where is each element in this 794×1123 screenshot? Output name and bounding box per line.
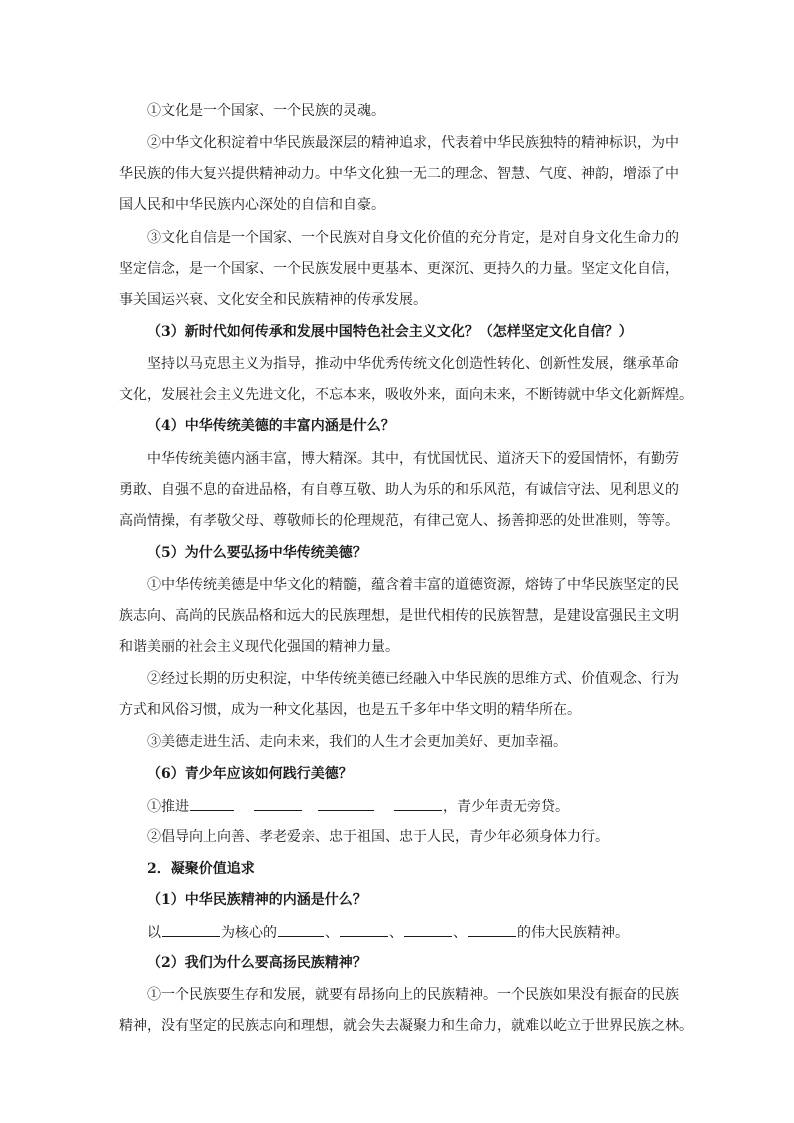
paragraph-line: 中华传统美德内涵丰富，博大精深。其中，有忧国忧民、道济天下的爱国情怀，有勤劳 [147,451,679,467]
answer-blank[interactable] [190,796,234,811]
separator: 、 [453,925,467,941]
section-heading-2: 2．凝聚价值追求 [147,861,255,877]
paragraph-line: ①一个民族要生存和发展，就要有昂扬向上的民族精神。一个民族如果没有振奋的民族 [147,987,679,1003]
fill-in-text: 为核心的 [221,925,277,941]
paragraph-line: 事关国运兴衰、文化安全和民族精神的传承发展。 [119,292,427,308]
paragraph-line: ①中华传统美德是中华文化的精髓，蕴含着丰富的道德资源，熔铸了中华民族坚定的民 [147,577,679,593]
answer-blank[interactable] [162,922,220,937]
fill-in-prefix: ①推进 [147,799,189,815]
answer-blank[interactable] [340,922,388,937]
paragraph-line: 坚持以马克思主义为指导，推动中华优秀传统文化创造性转化、创新性发展，继承革命 [147,356,679,372]
question-heading-3: （3）新时代如何传承和发展中国特色社会主义文化？（怎样坚定文化自信？） [147,324,633,340]
separator: 、 [389,925,403,941]
paragraph-line: 国人民和中华民族内心深处的自信和自豪。 [119,197,385,213]
paragraph-line: 高尚情操，有孝敬父母、尊敬师长的伦理规范，有律己宽人、扬善抑恶的处世准则，等等。 [119,513,679,529]
paragraph-line: 和谐美丽的社会主义现代化强国的精神力量。 [119,639,399,655]
paragraph-line: ②倡导向上向善、孝老爱亲、忠于祖国、忠于人民，青少年必须身体力行。 [147,829,609,845]
fill-in-prefix: 以 [147,925,161,941]
paragraph-line: 精神，没有坚定的民族志向和理想，就会失去凝聚力和生命力，就难以屹立于世界民族之林。 [119,1018,693,1034]
paragraph-line: 坚定信念，是一个国家、一个民族发展中更基本、更深沉、更持久的力量。坚定文化自信， [119,261,679,277]
question-heading-8: （2）我们为什么要高扬民族精神？ [147,955,367,971]
answer-blank[interactable] [254,796,302,811]
paragraph-line: 方式和风俗习惯，成为一种文化基因，也是五千多年中华文明的精华所在。 [119,702,581,718]
paragraph-line: 勇敢、自强不息的奋进品格，有自尊互敬、助人为乐的和乐风范，有诚信守法、见利思义的 [119,482,679,498]
answer-blank[interactable] [468,922,516,937]
fill-in-line [147,922,629,943]
separator: 、 [325,925,339,941]
answer-blank[interactable] [278,922,324,937]
fill-in-suffix: ，青少年责无旁贷。 [443,799,569,815]
fill-in-suffix: 的伟大民族精神。 [517,925,629,941]
fill-in-line [147,796,569,817]
paragraph-line: 文化，发展社会主义先进文化，不忘本来，吸收外来，面向未来，不断铸就中华文化新辉煌。 [119,387,693,403]
question-heading-4: （4）中华传统美德的丰富内涵是什么？ [147,418,395,434]
paragraph-line: 族志向、高尚的民族品格和远大的民族理想，是世代相传的民族智慧，是建设富强民主文明 [119,608,679,624]
question-heading-5: （5）为什么要弘扬中华传统美德？ [147,545,367,561]
paragraph-line: ③美德走进生活、走向未来，我们的人生才会更加美好、更加幸福。 [147,734,567,750]
question-heading-7: （1）中华民族精神的内涵是什么？ [147,892,367,908]
paragraph-line: 华民族的伟大复兴提供精神动力。中华文化独一无二的理念、智慧、气度、神韵，增添了中 [119,166,679,182]
paragraph-culture-soul: ①文化是一个国家、一个民族的灵魂。 [147,103,385,119]
answer-blank[interactable] [404,922,452,937]
answer-blank[interactable] [394,796,442,811]
paragraph-line: ②经过长期的历史积淀，中华传统美德已经融入中华民族的思维方式、价值观念、行为 [147,671,679,687]
question-heading-6: （6）青少年应该如何践行美德？ [147,766,353,782]
answer-blank[interactable] [318,796,374,811]
paragraph-line: ②中华文化积淀着中华民族最深层的精神追求，代表着中华民族独特的精神标识，为中 [147,135,679,151]
paragraph-line: ③文化自信是一个国家、一个民族对自身文化价值的充分肯定，是对自身文化生命力的 [147,230,679,246]
